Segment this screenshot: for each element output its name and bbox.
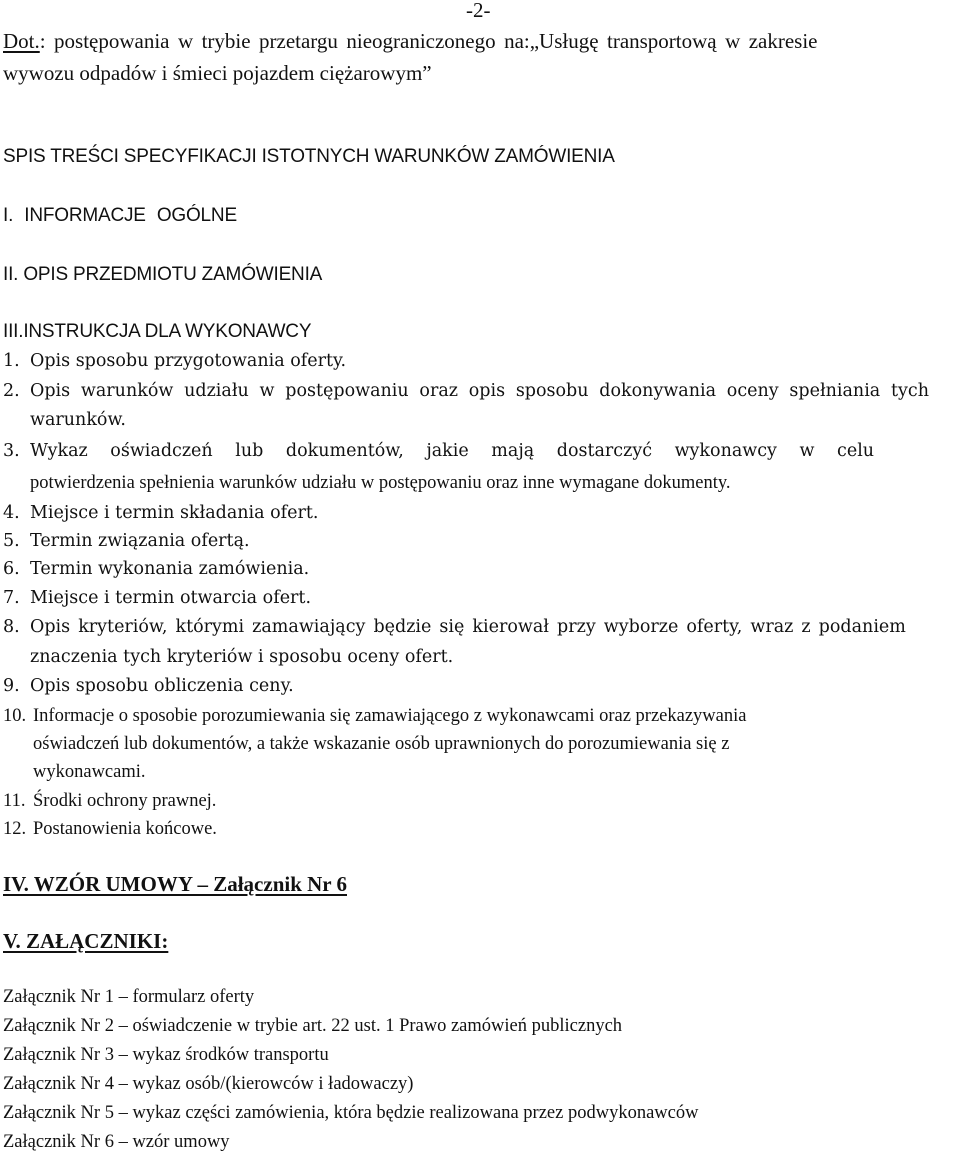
toc-title: SPIS TREŚCI SPECYFIKACJI ISTOTNYCH WARUNKÓW ZAMÓWIENIA xyxy=(3,146,615,167)
header-line-2: wywozu odpadów i śmieci pojazdem ciężarowym” xyxy=(3,61,432,85)
item-number: 5. xyxy=(3,531,20,551)
section-2-heading: II. OPIS PRZEDMIOTU ZAMÓWIENIA xyxy=(3,264,323,285)
item-text-cont: wykonawcami. xyxy=(33,762,146,782)
section-5-heading: V. ZAŁĄCZNIKI: xyxy=(3,929,169,953)
page-number: -2- xyxy=(466,0,491,22)
item-text: Miejsce i termin otwarcia ofert. xyxy=(30,588,312,608)
item-text: Opis sposobu obliczenia ceny. xyxy=(30,676,294,696)
item-number: 9. xyxy=(3,676,20,696)
attachment-item: Załącznik Nr 4 – wykaz osób/(kierowców i ładowaczy) xyxy=(3,1074,414,1094)
section-4-heading: IV. WZÓR UMOWY – Załącznik Nr 6 xyxy=(3,872,347,896)
attachment-item: Załącznik Nr 2 – oświadczenie w trybie art. 22 ust. 1 Prawo zamówień publicznych xyxy=(3,1016,623,1036)
item-number: 11. xyxy=(3,791,26,811)
header-line-1 xyxy=(3,25,817,57)
item-number: 8. xyxy=(3,617,20,637)
item-text: Miejsce i termin składania ofert. xyxy=(30,503,319,523)
header-prefix: Dot. xyxy=(3,29,40,53)
attachment-item: Załącznik Nr 3 – wykaz środków transportu xyxy=(3,1045,329,1065)
item-text: Informacje o sposobie porozumiewania się zamawiającego z wykonawcami oraz przekazywania xyxy=(33,706,747,726)
item-text-cont: potwierdzenia spełnienia warunków udziału w postępowaniu oraz inne wymagane dokumenty. xyxy=(30,473,731,493)
item-text: Wykaz oświadczeń lub dokumentów, jakie mają dostarczyć wykonawcy w celu xyxy=(30,441,875,461)
attachment-item: Załącznik Nr 6 – wzór umowy xyxy=(3,1132,230,1152)
item-number: 12. xyxy=(3,819,27,839)
item-text: Środki ochrony prawnej. xyxy=(33,791,217,811)
item-number: 6. xyxy=(3,559,20,579)
attachment-item: Załącznik Nr 5 – wykaz części zamówienia, która będzie realizowana przez podwykonawców xyxy=(3,1103,699,1123)
header-line-1-text: : postępowania w trybie przetargu nieograniczonego na:„Usługę transportową w zakresie xyxy=(39,29,818,53)
item-text-cont: znaczenia tych kryteriów i sposobu oceny ofert. xyxy=(30,647,454,667)
item-number: 4. xyxy=(3,503,20,523)
item-text-cont: oświadczeń lub dokumentów, a także wskazanie osób uprawnionych do porozumiewania się z xyxy=(33,734,730,754)
item-text: Opis kryteriów, którymi zamawiający będzie się kierował przy wyborze oferty, wraz z podaniem xyxy=(30,617,906,637)
item-number: 3. xyxy=(3,441,20,461)
item-text-cont: warunków. xyxy=(30,410,126,430)
item-number: 2. xyxy=(3,381,20,401)
item-text: Opis sposobu przygotowania oferty. xyxy=(30,351,347,371)
item-text: Termin związania ofertą. xyxy=(30,531,250,551)
item-text: Termin wykonania zamówienia. xyxy=(30,559,310,579)
item-text: Postanowienia końcowe. xyxy=(33,819,217,839)
section-3-heading: III.INSTRUKCJA DLA WYKONAWCY xyxy=(3,321,312,342)
section-1-heading: I. INFORMACJE OGÓLNE xyxy=(3,205,237,226)
item-number: 7. xyxy=(3,588,20,608)
item-text: Opis warunków udziału w postępowaniu oraz opis sposobu dokonywania oceny spełniania tych xyxy=(30,381,929,401)
attachment-item: Załącznik Nr 1 – formularz oferty xyxy=(3,987,255,1007)
item-number: 1. xyxy=(3,351,20,371)
item-number: 10. xyxy=(3,706,27,726)
